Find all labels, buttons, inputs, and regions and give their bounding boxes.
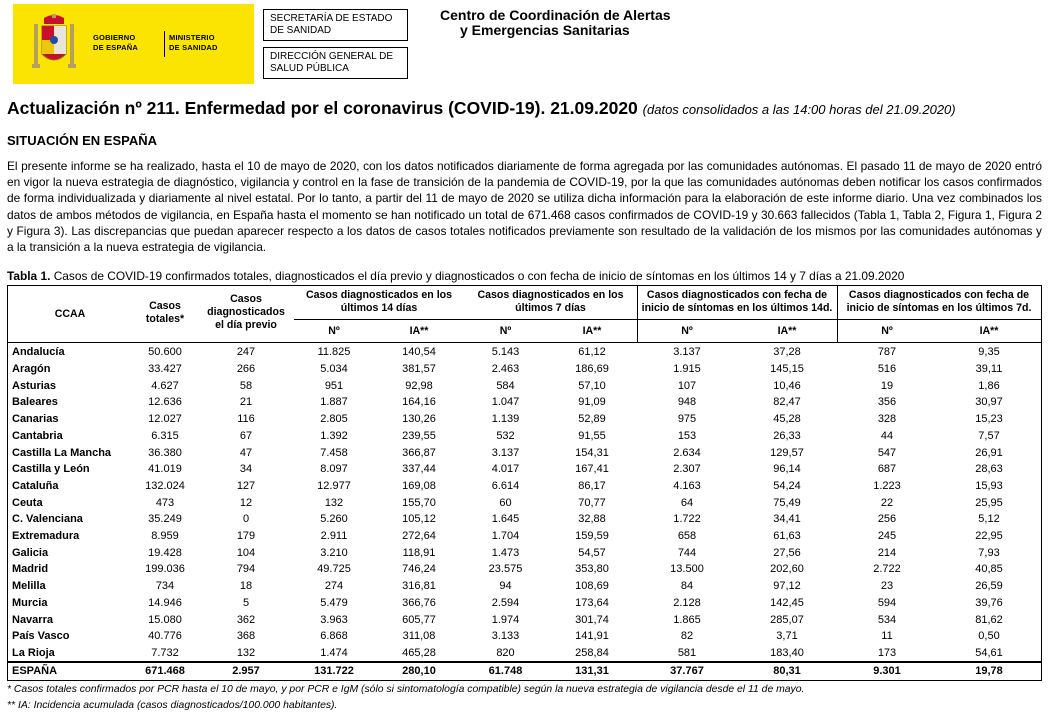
gobierno-text: GOBIERNO DE ESPAÑA: [93, 33, 139, 52]
table-cell: 19: [880, 379, 894, 392]
total-cell: 9.301: [873, 665, 901, 678]
table-cell: 353,80: [575, 563, 609, 576]
table-row: [8, 461, 1041, 478]
subheader-n: Nº: [881, 325, 893, 337]
table-cell: 61,12: [578, 346, 606, 359]
ccaa-name: Extremadura: [12, 530, 80, 543]
table-cell: 381,57: [402, 363, 436, 376]
table-row: [8, 528, 1041, 545]
table-cell: 179: [236, 530, 256, 543]
table-cell: 132: [236, 646, 256, 659]
table-cell: 60: [499, 496, 512, 509]
table-cell: 366,76: [402, 596, 436, 609]
table-cell: 39,11: [975, 363, 1003, 376]
ccaa-name: Castilla y León: [12, 463, 90, 476]
total-cell: 131.722: [314, 665, 354, 678]
table-row: [8, 595, 1041, 612]
table-cell: 5,12: [978, 513, 1000, 526]
footnote-ia: ** IA: Incidencia acumulada (casos diagnosticados/100.000 habitantes).: [7, 700, 338, 711]
table-cell: 35.249: [148, 513, 182, 526]
table-cell: 0: [242, 513, 250, 526]
table-cell: 5.479: [320, 596, 348, 609]
intro-paragraph: El presente informe se ha realizado, hasta el 10 de mayo de 2020, con los datos notificados diariamente de forma agregada por las comunidades autónomas. El pasado 11 de mayo de 2020 entró en vigor la nueva estrategia de diagnóstico, vigilancia y control en la fase de transición de la pandemia de COVID-19, por la que las comunidades autónomas deben notificar los casos confirmados de forma individualizada y diariamente al nivel estatal. Por lo tanto, a partir del 11 de mayo de 2020 se utiliza dicha información para la elaboración de este informe diario. Una vez combinados los datos de ambos métodos de vigilancia, en España hasta el momento se han notificado un total de 671.468 casos confirmados de COVID-19 y 30.663 fallecidos (Tabla 1, Tabla 2, Figura 1, Figura 2 y Figura 3). Las discrepancias que puedan aparecer respecto a los datos de casos totales notificados previamente son resultado de la validación de los mismos por las comunidades autónomas y a la transición a la nueva estrategia de vigilancia.: [7, 159, 1042, 255]
subheader-ia: IA**: [979, 325, 999, 337]
table-cell: 23.575: [488, 563, 523, 576]
table-cell: 3.137: [491, 446, 520, 459]
table-cell: 1.139: [491, 413, 520, 426]
table-cell: 9,35: [978, 346, 1000, 359]
table-cell: 15,93: [975, 479, 1003, 492]
total-cell: 280,10: [402, 665, 436, 678]
table-cell: 21: [239, 396, 253, 409]
table-cell: 169,08: [402, 479, 436, 492]
table-cell: 746,24: [402, 563, 436, 576]
table-row: [8, 578, 1041, 595]
table-row: [8, 494, 1041, 511]
total-cell: 61.748: [488, 665, 523, 678]
table-cell: 64: [680, 496, 694, 509]
ccaa-name: C. Valenciana: [12, 513, 83, 526]
table-cell: 132: [324, 496, 344, 509]
direccion-box: DIRECCIÓN GENERAL DE SALUD PÚBLICA: [263, 47, 408, 79]
table-cell: 54,57: [578, 546, 606, 559]
table-cell: 202,60: [770, 563, 804, 576]
table-cell: 57,10: [578, 379, 606, 392]
table-cell: 173: [877, 646, 897, 659]
table-cell: 140,54: [402, 346, 436, 359]
table-cell: 687: [877, 463, 897, 476]
table-cell: 67: [239, 429, 253, 442]
table-cell: 159,59: [575, 530, 609, 543]
table-cell: 108,69: [575, 580, 609, 593]
table-cell: 516: [877, 363, 897, 376]
total-cell: 80,31: [773, 665, 801, 678]
table-cell: 5.034: [320, 363, 348, 376]
table-cell: 41.019: [148, 463, 182, 476]
table-cell: 266: [236, 363, 256, 376]
ccaa-name: País Vasco: [12, 630, 70, 643]
total-cell: 19,78: [975, 665, 1003, 678]
table-cell: 1.223: [873, 479, 901, 492]
table-cell: 2.594: [491, 596, 520, 609]
table-cell: 1.473: [491, 546, 520, 559]
table-cell: 734: [155, 580, 175, 593]
table-cell: 45,28: [773, 413, 801, 426]
table-cell: 3,71: [776, 630, 798, 643]
table-cell: 40.776: [148, 630, 182, 643]
table-cell: 256: [877, 513, 897, 526]
table-cell: 40,85: [975, 563, 1003, 576]
table-row: [8, 511, 1041, 528]
ministerio-text: MINISTERIO DE SANIDAD: [169, 33, 218, 52]
table-cell: 82: [680, 630, 694, 643]
ccaa-name: Andalucía: [12, 346, 65, 359]
ccaa-name: Murcia: [12, 596, 48, 609]
table-cell: 2.463: [491, 363, 520, 376]
table-cell: 36.380: [148, 446, 182, 459]
table-cell: 47: [239, 446, 253, 459]
table-cell: 547: [877, 446, 897, 459]
subheader-ia: IA**: [777, 325, 797, 337]
total-cell: 37.767: [670, 665, 704, 678]
subheader-ia: IA**: [582, 325, 602, 337]
table-cell: 173,64: [575, 596, 609, 609]
table-cell: 18: [239, 580, 253, 593]
ccaa-name: Ceuta: [12, 496, 43, 509]
header-previo: Casos diagnosticados el día previo: [207, 293, 285, 331]
subheader-n: Nº: [328, 325, 340, 337]
table-cell: 27,56: [773, 546, 801, 559]
table-cell: 5: [242, 596, 250, 609]
table-cell: 105,12: [402, 513, 436, 526]
table-cell: 183,40: [770, 646, 804, 659]
table-cell: 26,59: [975, 580, 1003, 593]
table-cell: 153: [677, 429, 697, 442]
ccaa-name: Baleares: [12, 396, 58, 409]
table-caption: Tabla 1. Casos de COVID-19 confirmados totales, diagnosticados el día previo y diagnosticados o con fecha de inicio de síntomas en los últimos 14 y 7 días a 21.09.2020: [7, 269, 905, 283]
table-cell: 12.027: [148, 413, 182, 426]
total-label: ESPAÑA: [12, 665, 58, 678]
table-cell: 129,57: [770, 446, 804, 459]
table-row: [8, 411, 1041, 428]
table-cell: 534: [877, 613, 897, 626]
footnote-casos: * Casos totales confirmados por PCR hasta el 10 de mayo, y por PCR e IgM (sólo si sintomatología compatible) según la nueva estrategia de vigilancia desde el 11 de mayo.: [7, 684, 805, 695]
table-cell: 7.458: [320, 446, 348, 459]
table-cell: 356: [877, 396, 897, 409]
table-cell: 1.887: [320, 396, 348, 409]
table-cell: 130,26: [402, 413, 436, 426]
ccaa-name: Canarias: [12, 413, 59, 426]
table-cell: 52,89: [578, 413, 606, 426]
table-cell: 605,77: [402, 613, 436, 626]
header-ccaa: CCAA: [54, 308, 86, 320]
table-cell: 39,76: [975, 596, 1003, 609]
table-cell: 107: [677, 379, 697, 392]
table-cell: 1.704: [491, 530, 520, 543]
table-cell: 58: [239, 379, 253, 392]
section-heading: SITUACIÓN EN ESPAÑA: [7, 133, 157, 148]
ccaa-name: Castilla La Mancha: [12, 446, 112, 459]
table-cell: 25,95: [975, 496, 1003, 509]
table-cell: 141,91: [575, 630, 609, 643]
table-cell: 285,07: [770, 613, 804, 626]
table-cell: 274: [324, 580, 344, 593]
table-cell: 2.307: [673, 463, 701, 476]
table-cell: 26,33: [773, 429, 801, 442]
table-row: [8, 544, 1041, 561]
table-cell: 948: [677, 396, 697, 409]
table-cell: 581: [677, 646, 697, 659]
logo-divider: [164, 31, 165, 57]
total-cell: 671.468: [145, 665, 185, 678]
table-cell: 104: [236, 546, 256, 559]
table-cell: 75,49: [773, 496, 801, 509]
table-cell: 167,41: [575, 463, 609, 476]
header-sintomas-7d: Casos diagnosticados con fecha de inicio de síntomas en los últimos 7d.: [846, 289, 1032, 314]
header-sintomas-14d: Casos diagnosticados con fecha de inicio de síntomas en los últimos 14d.: [641, 289, 833, 314]
table-cell: 1.645: [491, 513, 520, 526]
table-cell: 12: [239, 496, 253, 509]
table-cell: 7,93: [978, 546, 1000, 559]
subheader-n: Nº: [681, 325, 693, 337]
subheader-ia: IA**: [409, 325, 429, 337]
table-cell: 34: [239, 463, 253, 476]
table-cell: 5.260: [320, 513, 348, 526]
table-cell: 49.725: [317, 563, 351, 576]
table-cell: 91,55: [578, 429, 606, 442]
table-cell: 5.143: [491, 346, 520, 359]
table-cell: 34,41: [773, 513, 801, 526]
table-cell: 8.959: [151, 530, 179, 543]
subheader-n: Nº: [499, 325, 512, 337]
table-row: [8, 645, 1041, 662]
table-cell: 794: [236, 563, 256, 576]
table-cell: 584: [496, 379, 515, 392]
table-cell: 81,62: [975, 613, 1003, 626]
table-cell: 362: [236, 613, 256, 626]
table-cell: 1,86: [978, 379, 1000, 392]
table-cell: 2.128: [673, 596, 701, 609]
table-cell: 2.805: [320, 413, 348, 426]
table-cell: 19.428: [148, 546, 182, 559]
total-row: [8, 663, 1041, 680]
table-cell: 366,87: [402, 446, 436, 459]
table-cell: 32,88: [578, 513, 606, 526]
table-cell: 54,24: [773, 479, 801, 492]
ccaa-name: Aragón: [12, 363, 51, 376]
table-cell: 37,28: [773, 346, 801, 359]
header-totales: Casos totales*: [145, 300, 185, 325]
table-cell: 368: [236, 630, 256, 643]
table-cell: 6.315: [151, 429, 179, 442]
table-cell: 3.133: [491, 630, 520, 643]
table-cell: 23: [880, 580, 894, 593]
table-cell: 658: [677, 530, 697, 543]
table-cell: 316,81: [402, 580, 436, 593]
table-cell: 1.974: [491, 613, 520, 626]
table-cell: 473: [155, 496, 175, 509]
table-cell: 1.722: [673, 513, 701, 526]
table-cell: 7.732: [151, 646, 179, 659]
table-cell: 15.080: [148, 613, 182, 626]
table-cell: 22,95: [975, 530, 1003, 543]
table-cell: 154,31: [575, 446, 609, 459]
table-cell: 258,84: [575, 646, 609, 659]
table-cell: 50.600: [148, 346, 182, 359]
table-cell: 92,98: [405, 379, 433, 392]
ccaa-name: La Rioja: [12, 646, 55, 659]
table-cell: 3.963: [320, 613, 348, 626]
table-cell: 787: [877, 346, 897, 359]
table-cell: 594: [877, 596, 897, 609]
table-cell: 3.137: [673, 346, 701, 359]
table-cell: 8.097: [320, 463, 348, 476]
ccaa-table: [7, 285, 1042, 681]
table-cell: 142,45: [770, 596, 804, 609]
table-cell: 337,44: [402, 463, 436, 476]
table-cell: 11: [881, 630, 893, 643]
total-cell: 131,31: [575, 665, 609, 678]
table-cell: 70,77: [578, 496, 606, 509]
page-title: Actualización nº 211. Enfermedad por el coronavirus (COVID-19). 21.09.2020 (datos consolidados a las 14:00 horas del 21.09.2020): [7, 98, 956, 118]
table-cell: 247: [236, 346, 256, 359]
table-cell: 3.210: [320, 546, 348, 559]
table-row: [8, 344, 1041, 361]
table-cell: 132.024: [145, 479, 185, 492]
table-cell: 127: [236, 479, 256, 492]
table-cell: 2.722: [873, 563, 901, 576]
table-cell: 1.392: [320, 429, 348, 442]
table-cell: 6.868: [320, 630, 348, 643]
table-cell: 145,15: [770, 363, 804, 376]
table-row: [8, 394, 1041, 411]
table-cell: 532: [496, 429, 515, 442]
table-cell: 272,64: [402, 530, 436, 543]
table-cell: 164,16: [402, 396, 436, 409]
table-cell: 199.036: [145, 563, 185, 576]
table-cell: 12.636: [148, 396, 182, 409]
table-cell: 30,97: [975, 396, 1003, 409]
centre-title: Centro de Coordinación de Alertas y Emergencias Sanitarias: [440, 7, 671, 38]
ccaa-name: Navarra: [12, 613, 53, 626]
table-cell: 86,17: [578, 479, 606, 492]
table-row: [8, 478, 1041, 495]
header-14d: Casos diagnosticados en los últimos 14 días: [306, 289, 452, 314]
table-row: [8, 561, 1041, 578]
table-cell: 744: [677, 546, 697, 559]
gobierno-logo: [13, 4, 254, 84]
table-cell: 91,09: [578, 396, 606, 409]
ccaa-name: Asturias: [12, 379, 57, 392]
table-cell: 1.865: [673, 613, 701, 626]
table-row: [8, 628, 1041, 645]
table-cell: 4.627: [151, 379, 179, 392]
table-cell: 4.163: [673, 479, 701, 492]
table-cell: 96,14: [773, 463, 801, 476]
header-7d: Casos diagnosticados en los últimos 7 días: [477, 289, 624, 314]
page-subtitle: (datos consolidados a las 14:00 horas del 21.09.2020): [642, 102, 956, 117]
table-cell: 82,47: [773, 396, 801, 409]
ccaa-name: Galicia: [12, 546, 49, 559]
table-row: [8, 611, 1041, 628]
table-cell: 14.946: [148, 596, 182, 609]
table-cell: 4.017: [491, 463, 520, 476]
table-cell: 84: [680, 580, 694, 593]
table-cell: 7,57: [978, 429, 1000, 442]
table-cell: 94: [499, 580, 512, 593]
table-cell: 33.427: [148, 363, 182, 376]
table-cell: 2.634: [673, 446, 701, 459]
table-cell: 0,50: [978, 630, 1000, 643]
table-cell: 116: [237, 413, 255, 426]
table-cell: 975: [677, 413, 697, 426]
table-cell: 1.474: [320, 646, 348, 659]
table-row: [8, 428, 1041, 445]
subheader-rule: [294, 319, 1041, 320]
table-cell: 155,70: [402, 496, 436, 509]
table-cell: 28,63: [975, 463, 1003, 476]
table-cell: 12.977: [317, 479, 351, 492]
table-cell: 11.825: [317, 346, 351, 359]
table-cell: 301,74: [575, 613, 609, 626]
table-cell: 1.047: [491, 396, 520, 409]
table-cell: 15,23: [975, 413, 1003, 426]
table-cell: 951: [324, 379, 344, 392]
ccaa-name: Madrid: [12, 563, 49, 576]
table-row: [8, 444, 1041, 461]
table-cell: 328: [877, 413, 897, 426]
table-cell: 311,08: [402, 630, 436, 643]
total-cell: 2.957: [232, 665, 260, 678]
table-cell: 118,91: [402, 546, 436, 559]
table-cell: 10,46: [773, 379, 801, 392]
table-row: [8, 361, 1041, 378]
table-cell: 22: [880, 496, 894, 509]
ccaa-name: Cantabria: [12, 429, 63, 442]
table-cell: 6.614: [491, 479, 520, 492]
table-cell: 2.911: [320, 530, 348, 543]
table-cell: 245: [877, 530, 897, 543]
spain-coat-of-arms-icon: [31, 14, 77, 74]
table-cell: 44: [880, 429, 894, 442]
table-cell: 26,91: [975, 446, 1003, 459]
table-cell: 820: [496, 646, 515, 659]
table-cell: 465,28: [402, 646, 436, 659]
table-cell: 239,55: [402, 429, 436, 442]
table-cell: 186,69: [575, 363, 609, 376]
header-bottom-rule: [8, 342, 1041, 343]
table-cell: 54,61: [975, 646, 1003, 659]
secretaria-box: SECRETARÍA DE ESTADO DE SANIDAD: [263, 9, 408, 41]
ccaa-name: Cataluña: [12, 479, 59, 492]
table-cell: 13.500: [670, 563, 704, 576]
ccaa-name: Melilla: [12, 580, 46, 593]
table-cell: 214: [877, 546, 897, 559]
table-row: [8, 377, 1041, 394]
table-cell: 61,63: [773, 530, 801, 543]
table-cell: 97,12: [773, 580, 801, 593]
table-cell: 1.915: [673, 363, 701, 376]
